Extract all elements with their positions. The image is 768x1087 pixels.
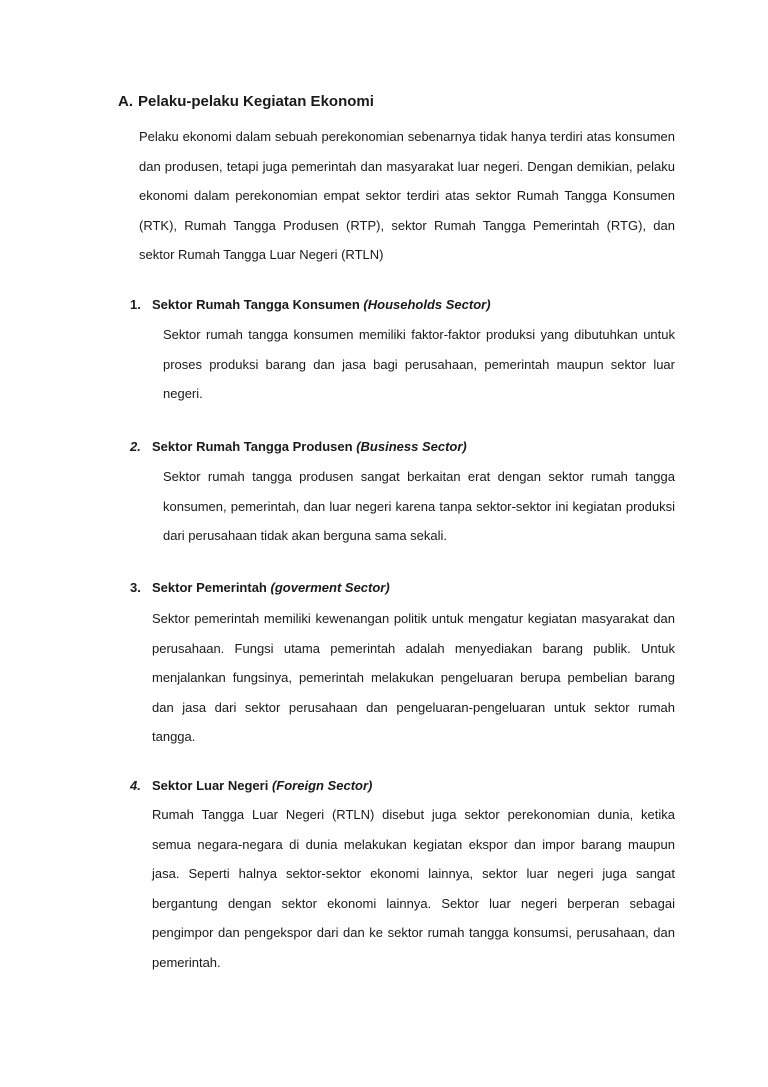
sector-2-number: 2.	[130, 439, 141, 454]
sector-3-subtitle: (goverment Sector)	[270, 580, 390, 595]
sector-2-heading	[130, 439, 467, 454]
section-a-marker: A.	[118, 93, 133, 110]
sector-1-number: 1.	[130, 297, 141, 312]
sector-4-title: Sektor Luar Negeri	[152, 778, 269, 793]
sector-4-subtitle: (Foreign Sector)	[271, 778, 373, 793]
sector-4-heading	[130, 778, 372, 793]
sector-3-number: 3.	[130, 580, 141, 595]
section-a-title: Pelaku-pelaku Kegiatan Ekonomi	[138, 93, 374, 110]
section-a-heading	[118, 93, 374, 110]
sector-4-number: 4.	[130, 778, 141, 793]
sector-3-heading	[130, 580, 390, 595]
sector-3-title: Sektor Pemerintah	[152, 580, 267, 595]
sector-1-subtitle: (Households Sector)	[363, 297, 491, 312]
sector-3-body: Sektor pemerintah memiliki kewenangan politik untuk mengatur kegiatan masyarakat dan perusahaan. Fungsi utama pemerintah adalah menyediakan barang publik. Untuk menjalankan fungsinya, pemerintah melakukan pengeluaran berupa pembelian barang dan jasa dari sektor perusahaan dan pengeluaran-pengeluaran untuk sektor rumah tangga.	[152, 611, 675, 744]
sector-2-title: Sektor Rumah Tangga Produsen	[152, 439, 353, 454]
sector-1-body: Sektor rumah tangga konsumen memiliki faktor-faktor produksi yang dibutuhkan untuk proses produksi barang dan jasa bagi perusahaan, pemerintah maupun sektor luar negeri.	[163, 327, 675, 401]
section-a-intro: Pelaku ekonomi dalam sebuah perekonomian sebenarnya tidak hanya terdiri atas konsumen dan produsen, tetapi juga pemerintah dan masyarakat luar negeri. Dengan demikian, pelaku ekonomi dalam perekonomian empat sektor terdiri atas sektor Rumah Tangga Konsumen (RTK), Rumah Tangga Produsen (RTP), sektor Rumah Tangga Pemerintah (RTG), dan sektor Rumah Tangga Luar Negeri (RTLN)	[139, 129, 675, 262]
sector-2-body: Sektor rumah tangga produsen sangat berkaitan erat dengan sektor rumah tangga konsumen, pemerintah, dan luar negeri karena tanpa sektor-sektor ini kegiatan produksi dari perusahaan tidak akan berguna sama sekali.	[163, 469, 675, 543]
sector-2-subtitle: (Business Sector)	[356, 439, 467, 454]
sector-4-body: Rumah Tangga Luar Negeri (RTLN) disebut juga sektor perekonomian dunia, ketika semua negara-negara di dunia melakukan kegiatan ekspor dan impor barang maupun jasa. Seperti halnya sektor-sektor ekonomi lainnya, sektor luar negeri juga sangat bergantung dengan sektor ekonomi lainnya. Sektor luar negeri berperan sebagai pengimpor dan pengekspor dari dan ke sektor rumah tangga konsumsi, perusahaan, dan pemerintah.	[152, 807, 675, 970]
sector-1-heading	[130, 297, 491, 312]
sector-1-title: Sektor Rumah Tangga Konsumen	[152, 297, 360, 312]
